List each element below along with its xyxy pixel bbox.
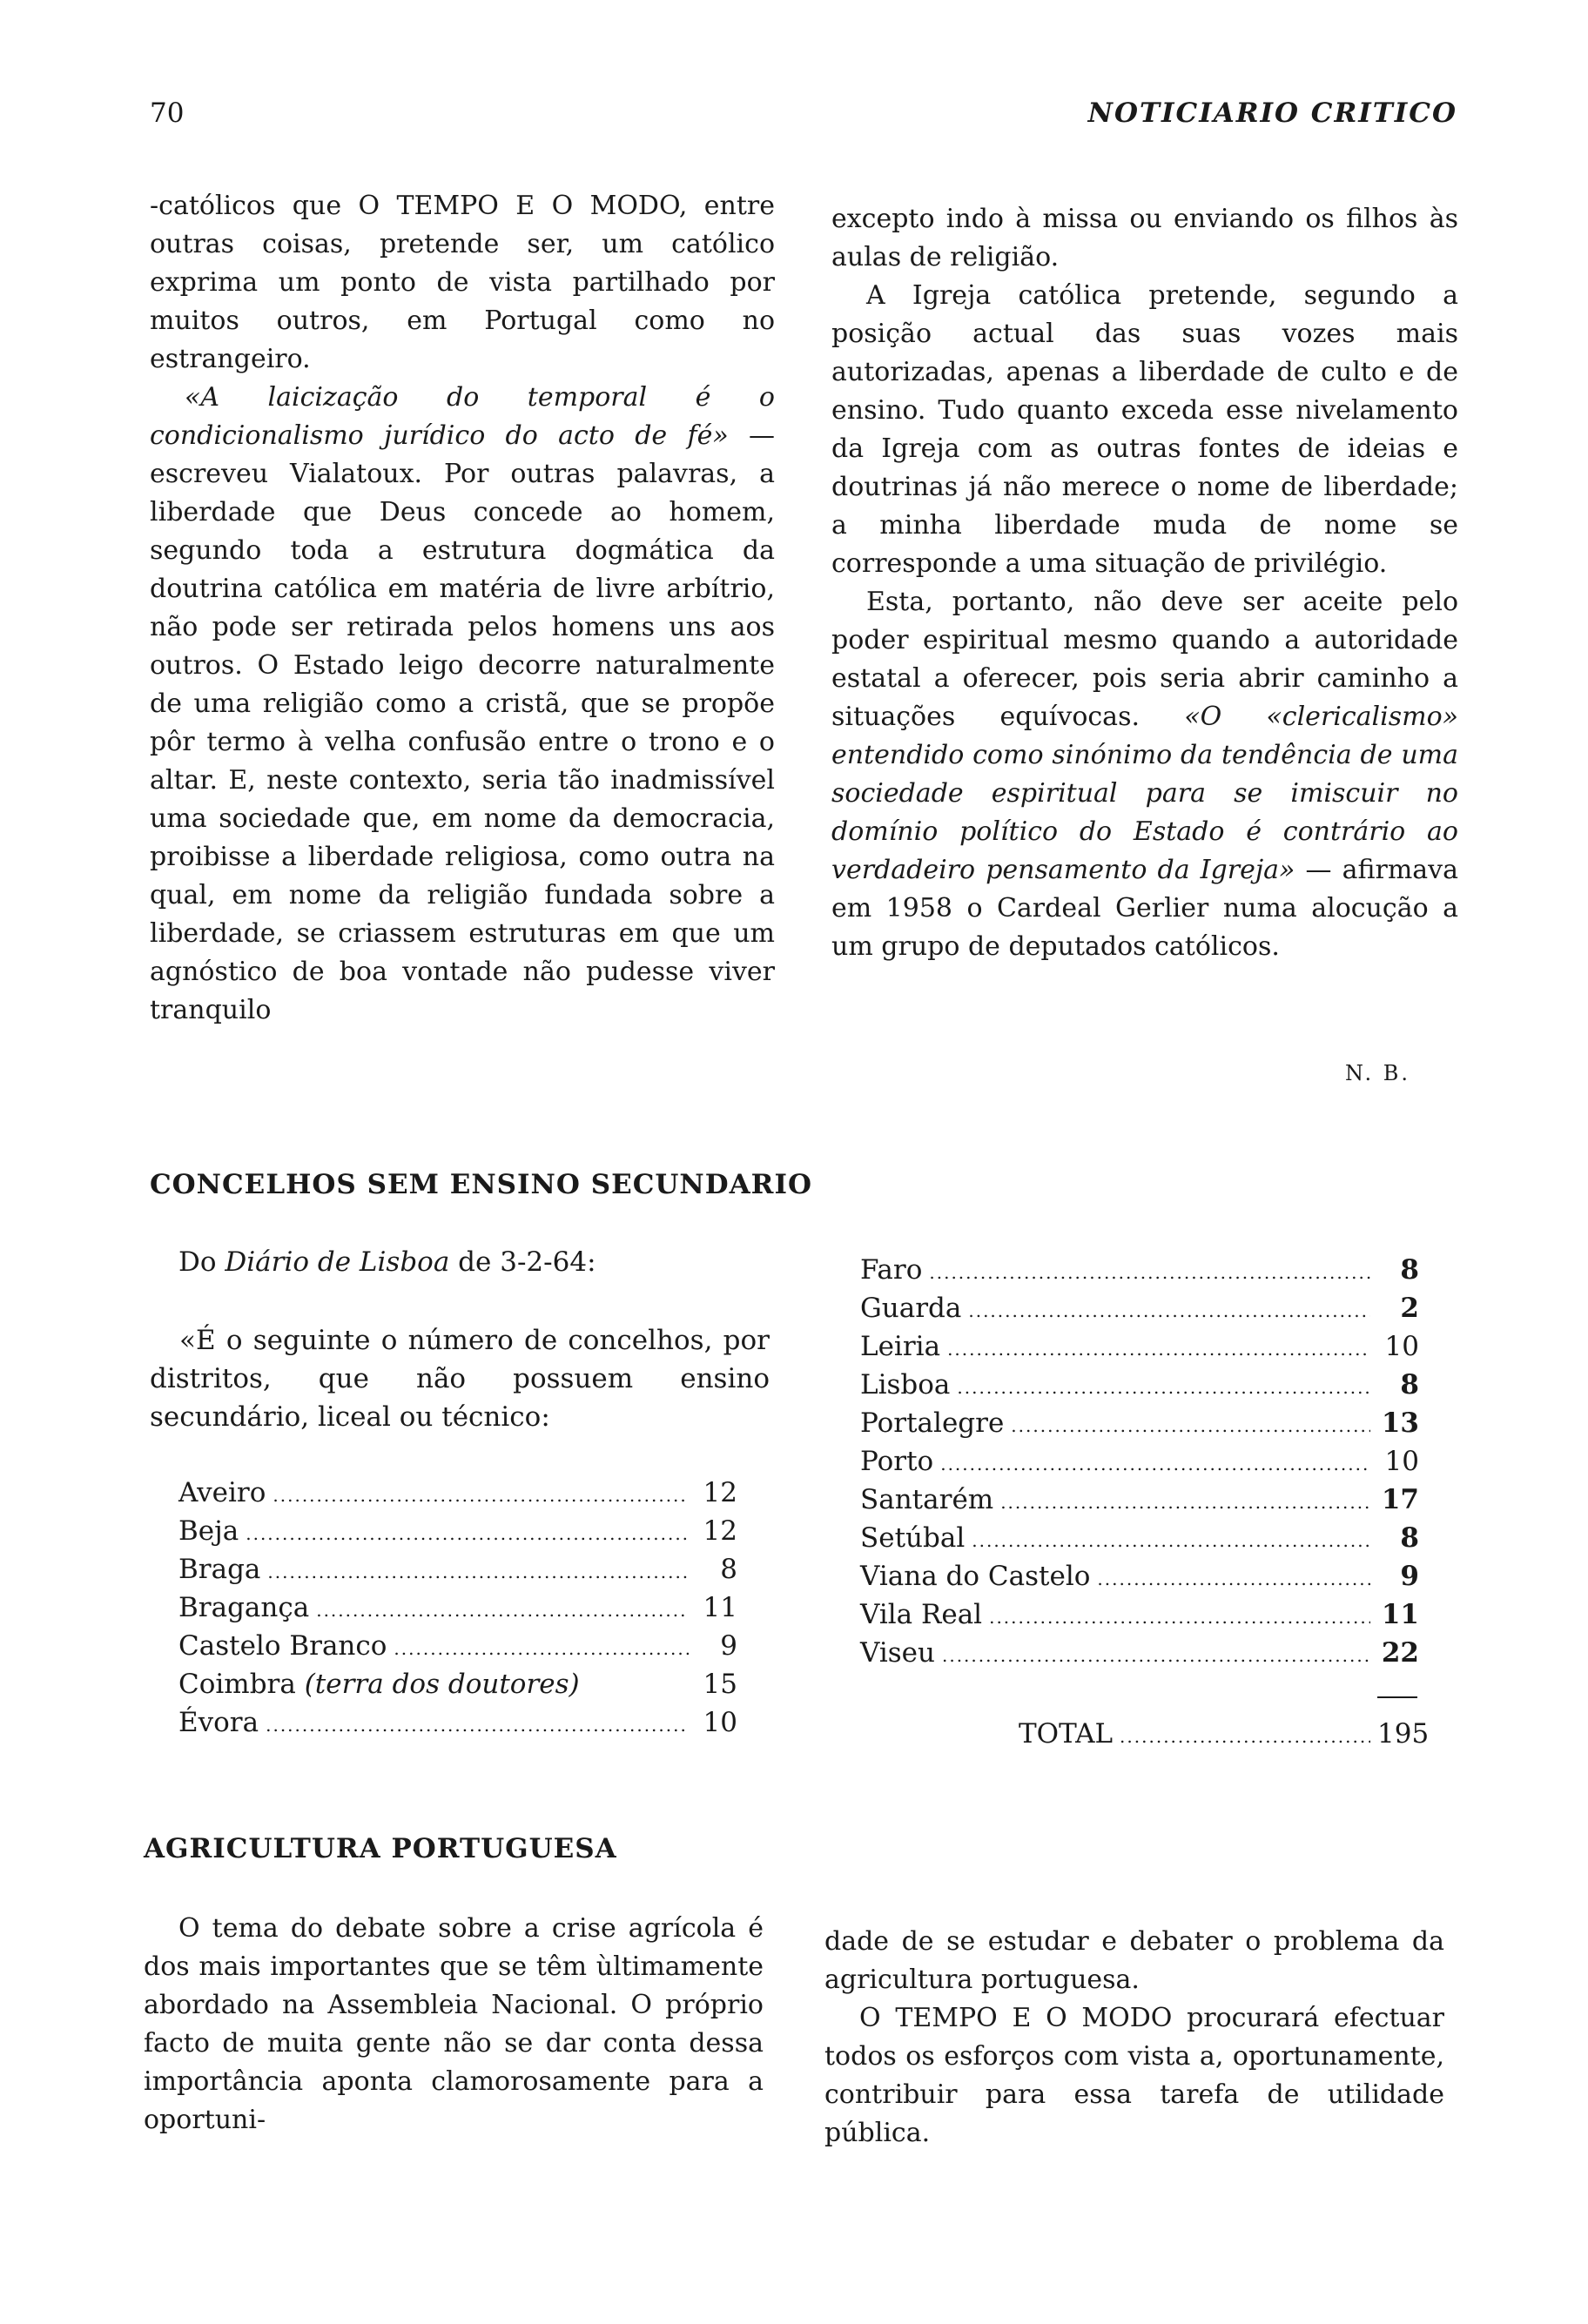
district-name: Guarda xyxy=(860,1293,962,1324)
district-count: 22 xyxy=(1381,1637,1419,1669)
district-name: Viana do Castelo xyxy=(860,1561,1091,1592)
district-count: 12 xyxy=(703,1515,737,1547)
table-row xyxy=(860,1254,1419,1293)
district-count: 17 xyxy=(1381,1484,1419,1515)
district-name: Leiria xyxy=(860,1331,941,1362)
district-count: 10 xyxy=(703,1707,737,1738)
section-heading: CONCELHOS SEM ENSINO SECUNDARIO xyxy=(150,1169,812,1200)
paragraph: A Igreja católica pretende, segundo a posição actual das suas vozes mais autorizadas, apenas a liberdade de culto e de ensino. Tudo quanto exceda esse nivelamento da Igreja com as outras fontes de ideias e doutrinas já não merece o nome de liberdade; a minha liberdade muda de nome se corresponde a uma situação de privilégio. xyxy=(831,280,1458,579)
leader-dots xyxy=(1000,1492,1370,1513)
paragraph-text: — escreveu Vialatoux. Por outras palavras, a liberdade que Deus concede ao homem, segundo toda a estrutura dogmática da doutrina católica em matéria de livre arbítrio, não pode ser retirada pelos homens uns aos outros. O Estado leigo decorre naturalmente de uma religião como a cristã, que se propõe pôr termo à velha confusão entre o trono e o altar. E, neste contexto, seria tão inadmissível uma sociedade que, em nome da democracia, proibisse a liberdade religiosa, como outra na qual, em nome da religião fundada sobre a liberdade, se criassem estruturas em que um agnóstico de boa vontade não pudesse viver tranquilo xyxy=(150,420,775,1025)
leader-dots xyxy=(940,1454,1370,1474)
table-row xyxy=(860,1522,1419,1561)
district-name: Santarém xyxy=(860,1484,994,1515)
district-name: Vila Real xyxy=(860,1599,983,1630)
gerlier-quote: «O «clericalismo» entendido como sinónimo da tendência de uma sociedade espiritual para se imiscuir no domínio político do Estado é contrário ao verdadeiro pensamento da Igreja» xyxy=(831,702,1459,885)
table-row xyxy=(860,1407,1419,1446)
leader-dots xyxy=(394,1638,689,1659)
table-row xyxy=(178,1554,737,1592)
district-name: Braga xyxy=(178,1554,261,1585)
leader-dots xyxy=(1011,1415,1370,1436)
leader-dots xyxy=(267,1562,689,1582)
district-name: Beja xyxy=(178,1515,239,1547)
district-name: Évora xyxy=(178,1707,259,1738)
table-row xyxy=(860,1637,1419,1676)
leader-dots xyxy=(957,1377,1370,1398)
paragraph: O TEMPO E O MODO procurará efectuar todos os esforços com vista a, oportunamente, contribuir para essa tarefa de utilidade pública. xyxy=(824,2003,1444,2148)
table-row xyxy=(1019,1718,1430,1756)
district-count: 11 xyxy=(1381,1599,1419,1630)
paragraph: excepto indo à missa ou enviando os filhos às aulas de religião. xyxy=(831,204,1458,272)
district-count: 8 xyxy=(1400,1254,1419,1286)
leader-dots xyxy=(942,1645,1370,1666)
source-line xyxy=(178,1243,596,1281)
paragraph: dade de se estudar e debater o problema da agricultura portuguesa. xyxy=(824,1926,1444,1995)
district-count: 10 xyxy=(1384,1331,1419,1362)
table-row xyxy=(860,1599,1419,1637)
section-heading: AGRICULTURA PORTUGUESA xyxy=(144,1833,617,1864)
article1-column-right xyxy=(831,200,1458,966)
total-rule xyxy=(1377,1696,1417,1698)
article1-column-left xyxy=(150,187,775,1030)
total-value: 195 xyxy=(1377,1718,1430,1750)
paragraph: O tema do debate sobre a crise agrícola é dos mais importantes que se têm ùltimamente abordado na Assembleia Nacional. O próprio facto de muita gente não se dar conta dessa importância aponta clamorosamente para a oportuni- xyxy=(144,1913,764,2135)
leader-dots xyxy=(246,1523,689,1544)
district-count: 10 xyxy=(1384,1446,1419,1477)
article3-column-right xyxy=(824,1923,1444,2153)
running-title: NOTICIARIO CRITICO xyxy=(1087,97,1457,129)
leader-dots xyxy=(266,1715,689,1736)
total-row xyxy=(1019,1718,1430,1756)
district-count: 2 xyxy=(1400,1293,1419,1324)
leader-dots xyxy=(968,1300,1370,1321)
leader-dots xyxy=(1120,1726,1370,1747)
district-name: Porto xyxy=(860,1446,934,1477)
paragraph-text: Esta, portanto, não deve ser aceite pelo poder espiritual mesmo quando a autoridade estatal a oferecer, pois seria abrir caminho a situações equívocas. xyxy=(831,587,1458,732)
district-count: 8 xyxy=(1400,1522,1419,1554)
total-label: TOTAL xyxy=(1019,1718,1114,1750)
table-row xyxy=(178,1630,737,1669)
leader-dots xyxy=(947,1339,1370,1360)
table-row xyxy=(860,1293,1419,1331)
district-count: 8 xyxy=(1400,1369,1419,1400)
district-name: Lisboa xyxy=(860,1369,951,1400)
district-count: 12 xyxy=(703,1477,737,1508)
district-note: (terra dos doutores) xyxy=(304,1669,580,1700)
district-name: Bragança xyxy=(178,1592,310,1623)
paragraph xyxy=(150,379,775,1030)
page-number: 70 xyxy=(150,97,185,129)
table-row xyxy=(860,1369,1419,1407)
district-name: Faro xyxy=(860,1254,923,1286)
leader-dots xyxy=(1097,1568,1370,1589)
leader-dots xyxy=(989,1607,1370,1628)
district-name: Coimbra xyxy=(178,1669,296,1700)
district-count: 15 xyxy=(703,1669,737,1700)
leader-dots xyxy=(273,1485,689,1506)
source-date: de 3-2-64: xyxy=(449,1246,596,1278)
paragraph-text: — afirmava em 1958 o Cardeal Gerlier numa alocução a um grupo de deputados católicos. xyxy=(831,855,1458,962)
district-name: Aveiro xyxy=(178,1477,266,1508)
table-row xyxy=(860,1561,1419,1599)
district-count: 9 xyxy=(720,1630,737,1662)
leader-dots xyxy=(929,1262,1370,1283)
leader-dots xyxy=(316,1600,689,1621)
newspaper-title: Diário de Lisboa xyxy=(225,1246,450,1278)
table-row xyxy=(178,1707,737,1745)
author-initials: N. B. xyxy=(1345,1061,1410,1085)
district-count: 8 xyxy=(720,1554,737,1585)
district-table-right xyxy=(860,1254,1419,1676)
table-row xyxy=(178,1669,737,1707)
source-prefix: Do xyxy=(178,1246,225,1278)
table-row xyxy=(860,1484,1419,1522)
table-row xyxy=(860,1446,1419,1484)
table-row xyxy=(178,1477,737,1515)
vialatoux-quote: «A laicização do temporal é o condicionalismo jurídico do acto de fé» xyxy=(150,382,775,451)
table-row xyxy=(860,1331,1419,1369)
paragraph xyxy=(831,583,1458,966)
district-table-left xyxy=(178,1477,737,1745)
table-row xyxy=(178,1592,737,1630)
quote-intro: «É o seguinte o número de concelhos, por distritos, que não possuem ensino secundário, liceal ou técnico: xyxy=(150,1325,770,1433)
district-count: 11 xyxy=(703,1592,737,1623)
district-name: Setúbal xyxy=(860,1522,966,1554)
paragraph: -católicos que O TEMPO E O MODO, entre outras coisas, pretende ser, um católico exprima um ponto de vista partilhado por muitos outros, em Portugal como no estrangeiro. xyxy=(150,191,775,374)
district-count: 13 xyxy=(1381,1407,1419,1439)
leader-dots xyxy=(972,1530,1370,1551)
district-count: 9 xyxy=(1400,1561,1419,1592)
article3-column-left xyxy=(144,1910,764,2139)
table-row xyxy=(178,1515,737,1554)
district-name: Viseu xyxy=(860,1637,935,1669)
district-name: Castelo Branco xyxy=(178,1630,387,1662)
district-name: Portalegre xyxy=(860,1407,1005,1439)
